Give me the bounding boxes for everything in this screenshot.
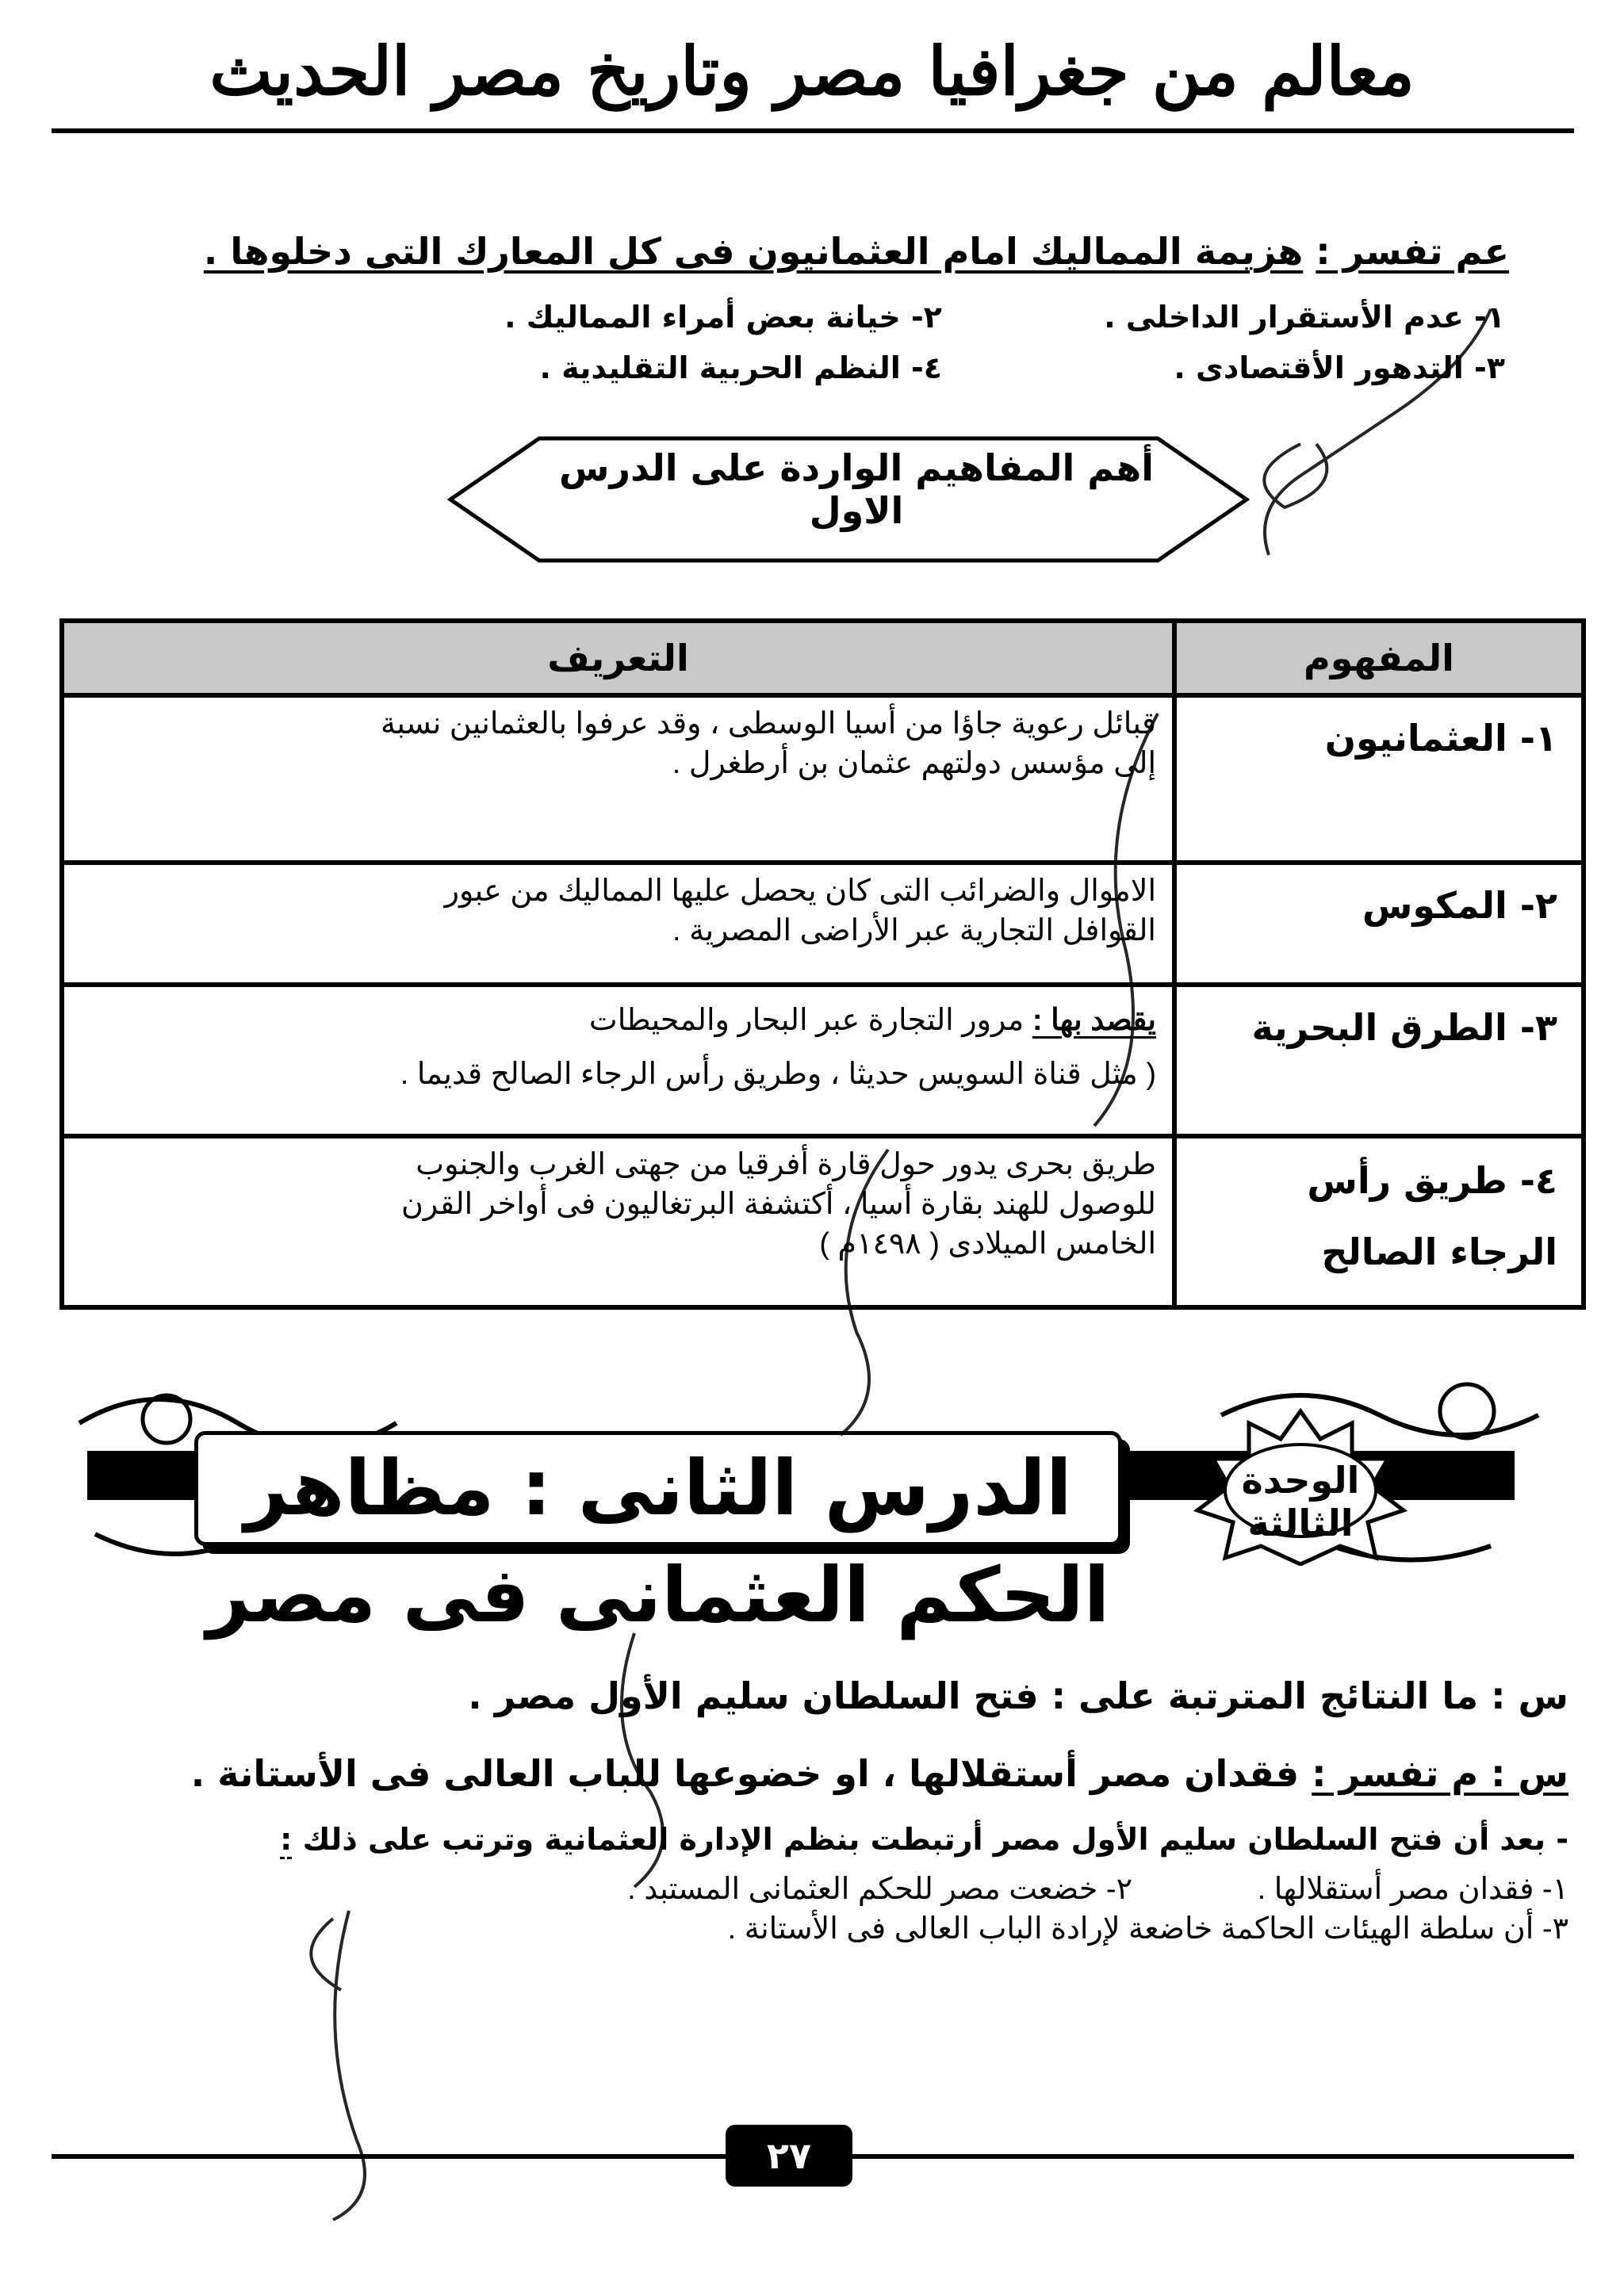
concepts-heading: أهم المفاهيم الواردة على الدرس الاول	[559, 446, 1154, 532]
table-row	[64, 865, 1581, 982]
definition-line: القوافل التجارية عبر الأراضى المصرية .	[672, 914, 1156, 947]
lesson-title: الدرس الثانى : مظاهر الحكم العثمانى فى مصر	[194, 1431, 1122, 1546]
column-header-definition: التعريف	[64, 623, 1172, 693]
intro-line	[280, 1822, 1568, 1857]
table-header-row	[64, 623, 1581, 693]
intro-text: - بعد أن فتح السلطان سليم الأول مصر أرتبطت بنظم الإدارة العثمانية وترتب على ذلك	[302, 1822, 1568, 1857]
page-title: معالم من جغرافيا مصر وتاريخ مصر الحديث	[209, 32, 1415, 110]
definition-line: قبائل رعوية جاؤا من أسيا الوسطى ، وقد عرفوا بالعثمانين نسبة	[381, 707, 1156, 740]
result-3: ٣- أن سلطة الهيئات الحاكمة خاضعة لإرادة الباب العالى فى الأستانة .	[727, 1912, 1568, 1946]
question-2	[468, 1674, 1568, 1717]
definition-line: الاموال والضرائب التى كان يحصل عليها المماليك من عبور	[444, 874, 1156, 908]
definition-line: ( مثل قناة السويس حديثا ، وطريق رأس الرجاء الصالح قديما .	[400, 1058, 1156, 1091]
question-3-text: فقدان مصر أستقلالها ، او خضوعها للباب العالى فى الأستانة .	[190, 1752, 1300, 1795]
answer-4: ٤- النظم الحربية التقليدية .	[539, 350, 942, 385]
definition-line: الخامس الميلادى ( ١٤٩٨م )	[819, 1227, 1156, 1261]
result-1: ١- فقدان مصر أستقلالها .	[1257, 1873, 1568, 1906]
table-row	[64, 987, 1581, 1134]
definition-line: إلى مؤسس دولتهم عثمان بن أرطغرل .	[672, 747, 1156, 780]
definition-line: طريق بحرى يدور حول قارة أفرقيا من جهتى الغرب والجنوب	[416, 1148, 1156, 1181]
question-3	[191, 1752, 1568, 1795]
definition-text: مرور التجارة عبر البحار والمحيطات	[588, 1004, 1025, 1037]
question-1	[204, 230, 1509, 273]
term-cell: ٣- الطرق البحرية	[1177, 987, 1581, 1134]
term-cell: ٢- المكوس	[1177, 865, 1581, 982]
term-cell: ١- العثمانيون	[1177, 698, 1581, 860]
header-divider	[52, 128, 1574, 133]
result-2: ٢- خضعت مصر للحكم العثمانى المستبد .	[627, 1873, 1132, 1906]
column-header-term: المفهوم	[1177, 623, 1581, 693]
intro-colon: :	[280, 1822, 292, 1859]
concepts-table	[59, 618, 1586, 1310]
definition-line: للوصول للهند بقارة أسيا ، أكتشفة البرتغاليون فى أواخر القرن	[401, 1188, 1156, 1221]
definition-cell	[64, 1138, 1172, 1305]
question-1-label: م تفسر :	[1316, 230, 1484, 273]
definition-cell	[64, 865, 1172, 982]
term-cell	[1177, 1138, 1581, 1305]
page-number: ٢٧	[726, 2125, 852, 2187]
answer-2: ٢- خيانة بعض أمراء المماليك .	[504, 300, 942, 335]
term-line: الرجاء الصالح	[1321, 1230, 1557, 1273]
table-row	[64, 1138, 1581, 1305]
unit-label: الوحدة الثالثة	[1241, 1459, 1360, 1544]
question-3-label: س : م تفسر :	[1312, 1752, 1568, 1795]
question-2-label: س : ما النتائج المترتبة على :	[1051, 1674, 1568, 1717]
question-1-text: هزيمة المماليك امام العثمانيون فى كل المعارك التى دخلوها .	[203, 230, 1304, 273]
answer-1: ١- عدم الأستقرار الداخلى .	[1104, 300, 1505, 335]
definition-line	[96, 993, 1156, 1047]
answer-3: ٣- التدهور الأقتصادى .	[1174, 350, 1505, 385]
definition-label: يقصد بها :	[1032, 1004, 1156, 1037]
question-1-prefix: ع	[1484, 230, 1509, 273]
definition-cell	[64, 987, 1172, 1134]
question-2-text: فتح السلطان سليم الأول مصر .	[468, 1674, 1039, 1717]
term-line: ٤- طريق رأس	[1307, 1159, 1557, 1202]
table-row	[64, 698, 1581, 860]
definition-cell	[64, 698, 1172, 860]
